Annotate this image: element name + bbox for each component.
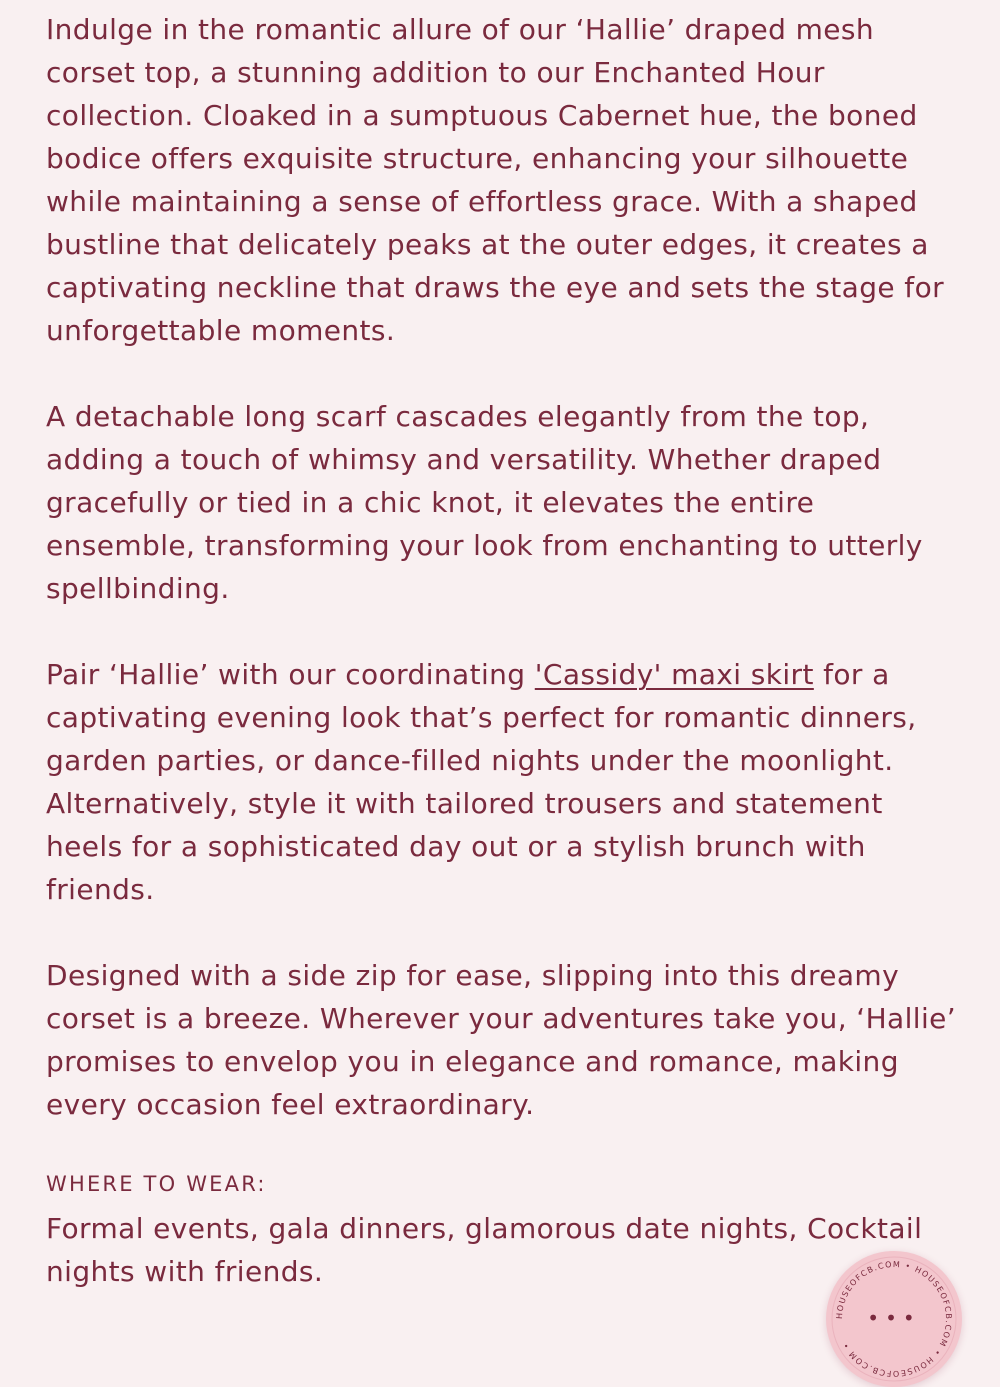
description-paragraph-4: Designed with a side zip for ease, slipping into this dreamy corset is a breeze. Wherever your adventures take you, ‘Hallie’ promises to envelop you in elegance and romance, making every occasion feel extraordinary. xyxy=(46,959,957,1121)
description-paragraph-1: Indulge in the romantic allure of our ‘Hallie’ draped mesh corset top, a stunning addition to our Enchanted Hour collection. Cloaked in a sumptuous Cabernet hue, the boned bodice offers exquisite structure, enhancing your silhouette while maintaining a sense of effortless grace. With a shaped bustline that delicately peaks at the outer edges, it creates a captivating neckline that draws the eye and sets the stage for unforgettable moments. xyxy=(46,13,945,347)
ellipsis-icon: ••• xyxy=(867,1306,921,1330)
paragraph-3-intro: Pair ‘Hallie’ with our coordinating xyxy=(46,658,535,691)
paragraph-3-rest: for a captivating evening look that’s perfect for romantic dinners, garden parties, or dance-filled nights under the moonlight. Alternatively, style it with tailored trousers and statement heels for a sophisticated day out or a stylish brunch with friends. xyxy=(46,658,917,906)
badge-ring-text: HOUSEOFCB.COM • HOUSEOFCB.COM • HOUSEOFCB.COM • xyxy=(834,1259,954,1379)
where-to-wear-text: Formal events, gala dinners, glamorous date nights, Cocktail nights with friends. xyxy=(46,1212,923,1288)
cassidy-maxi-skirt-link[interactable]: 'Cassidy' maxi skirt xyxy=(534,658,814,691)
description-paragraph-2: A detachable long scarf cascades elegantly from the top, adding a touch of whimsy and versatility. Whether draped gracefully or tied in a chic knot, it elevates the entire ensemble, transforming your look from enchanting to utterly spellbinding. xyxy=(46,400,923,605)
where-to-wear-heading: WHERE TO WEAR: xyxy=(46,1172,267,1196)
description-paragraph-3 xyxy=(46,653,966,911)
product-description xyxy=(46,8,966,1293)
chat-launcher-button[interactable] xyxy=(826,1251,962,1387)
